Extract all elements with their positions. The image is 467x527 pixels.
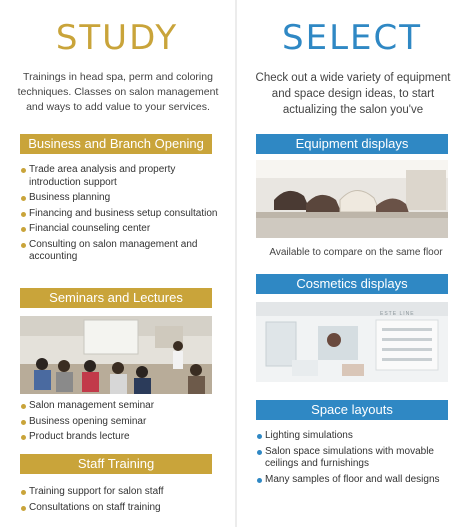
cosmetics-display-illustration (256, 302, 448, 382)
business-heading: Business and Branch Opening (20, 134, 212, 154)
business-list (20, 164, 220, 267)
seminar-photo (20, 316, 212, 394)
bullet-icon (21, 490, 26, 495)
cosmetics-photo (256, 302, 448, 382)
equipment-caption: Available to compare on the same floor (269, 247, 443, 258)
seminar-room-illustration (20, 316, 212, 394)
list-item: Consulting on salon management and accounting (20, 239, 220, 264)
list-item: Product brands lecture (20, 431, 220, 444)
equipment-heading: Equipment displays (256, 134, 448, 154)
list-item: Salon space simulations with movable ceilings and furnishings (256, 446, 456, 471)
bullet-icon (21, 227, 26, 232)
cosmetics-heading: Cosmetics displays (256, 274, 448, 294)
space-heading: Space layouts (256, 400, 448, 420)
seminars-list (20, 400, 220, 447)
list-item: Business planning (20, 192, 220, 205)
list-item: Trade area analysis and property introduction support (20, 164, 220, 189)
list-item: Business opening seminar (20, 416, 220, 429)
space-list (256, 430, 456, 489)
list-item: Consultations on staff training (20, 502, 220, 515)
bullet-icon (21, 506, 26, 511)
select-intro: Check out a wide variety of equipment and space design ideas, to start actualizing the salon you've (255, 72, 451, 116)
list-item: Training support for salon staff (20, 486, 220, 499)
staff-heading: Staff Training (20, 454, 212, 474)
bullet-icon (21, 435, 26, 440)
bullet-icon (257, 450, 262, 455)
list-item: Salon management seminar (20, 400, 220, 413)
study-title: STUDY (55, 18, 179, 58)
bullet-icon (21, 243, 26, 248)
bullet-icon (257, 478, 262, 483)
list-item: Many samples of floor and wall designs (256, 474, 456, 487)
select-column (237, 0, 467, 527)
staff-list (20, 486, 220, 517)
list-item: Financial counseling center (20, 223, 220, 236)
equipment-photo (256, 160, 448, 238)
bullet-icon (21, 168, 26, 173)
bullet-icon (257, 434, 262, 439)
salon-chairs-illustration (256, 160, 448, 238)
bullet-icon (21, 196, 26, 201)
list-item: Lighting simulations (256, 430, 456, 443)
bullet-icon (21, 420, 26, 425)
select-title: SELECT (282, 18, 422, 58)
list-item: Financing and business setup consultation (20, 208, 220, 221)
study-intro: Trainings in head spa, perm and coloring techniques. Classes on salon management and ways to add value to your services. (17, 71, 219, 113)
seminars-heading: Seminars and Lectures (20, 288, 212, 308)
bullet-icon (21, 212, 26, 217)
bullet-icon (21, 404, 26, 409)
cosmetics-sign: ESTE LINE (380, 311, 415, 317)
